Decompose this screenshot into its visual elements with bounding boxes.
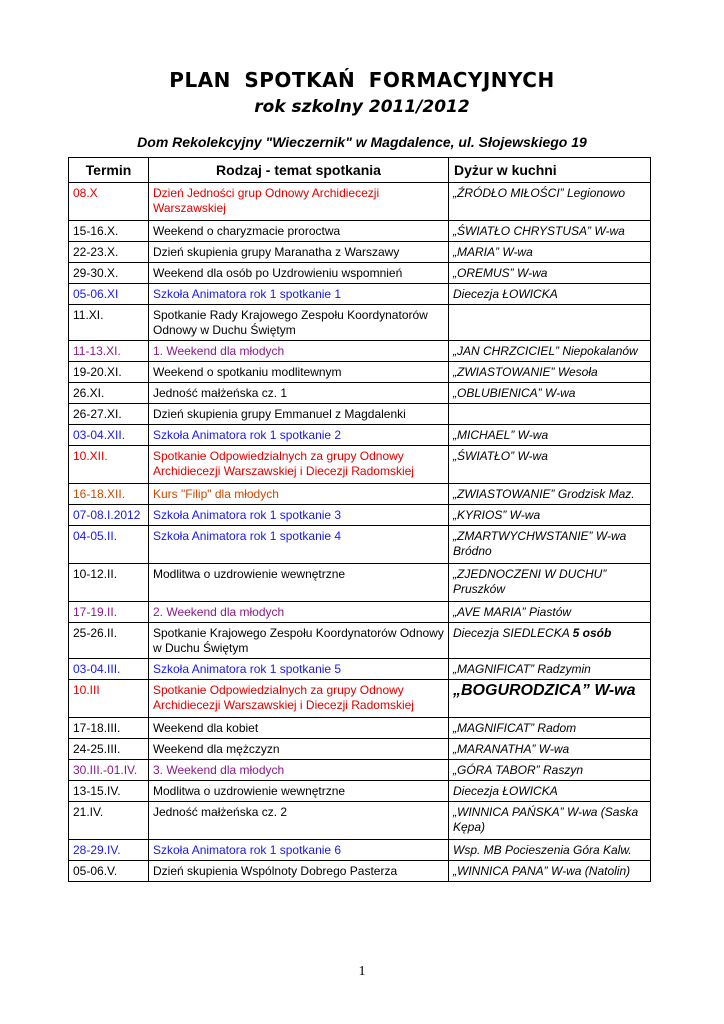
cell-event: Szkoła Animatora rok 1 spotkanie 4	[149, 526, 449, 564]
table-row	[69, 362, 651, 383]
cell-event: Weekend dla mężczyzn	[149, 739, 449, 760]
cell-duty	[449, 802, 651, 840]
cell-date: 15-16.X.	[69, 221, 149, 242]
cell-date: 17-18.III.	[69, 718, 149, 739]
cell-event: Spotkanie Odpowiedzialnych za grupy Odnowy Archidiecezji Warszawskiej i Diecezji Radomskiej	[149, 446, 449, 484]
table-row	[69, 602, 651, 623]
cell-event: Weekend dla osób po Uzdrowieniu wspomnień	[149, 263, 449, 284]
table-row	[69, 802, 651, 840]
cell-duty	[449, 526, 651, 564]
cell-duty	[449, 718, 651, 739]
table-row	[69, 680, 651, 718]
duty-text: „ZJEDNOCZENI W DUCHU” Pruszków	[453, 567, 607, 596]
cell-date: 08.X	[69, 183, 149, 221]
cell-duty	[449, 602, 651, 623]
cell-duty	[449, 659, 651, 680]
cell-duty	[449, 284, 651, 305]
duty-text: „BOGURODZICA” W-wa	[453, 682, 636, 699]
cell-event: Spotkanie Rady Krajowego Zespołu Koordynatorów Odnowy w Duchu Świętym	[149, 305, 449, 341]
cell-date: 24-25.III.	[69, 739, 149, 760]
table-row	[69, 840, 651, 861]
cell-date: 28-29.IV.	[69, 840, 149, 861]
cell-duty	[449, 263, 651, 284]
cell-event: 1. Weekend dla młodych	[149, 341, 449, 362]
cell-date: 16-18.XII.	[69, 484, 149, 505]
table-row	[69, 505, 651, 526]
table-row	[69, 739, 651, 760]
cell-event: Szkoła Animatora rok 1 spotkanie 2	[149, 425, 449, 446]
cell-date: 04-05.II.	[69, 526, 149, 564]
cell-date: 26.XI.	[69, 383, 149, 404]
duty-text: „OREMUS” W-wa	[453, 266, 548, 280]
table-row	[69, 221, 651, 242]
cell-date: 11-13.XI.	[69, 341, 149, 362]
cell-date: 03-04.III.	[69, 659, 149, 680]
cell-duty	[449, 680, 651, 718]
cell-duty	[449, 484, 651, 505]
cell-event: Dzień skupienia grupy Maranatha z Warszawy	[149, 242, 449, 263]
table-row	[69, 183, 651, 221]
cell-duty	[449, 305, 651, 341]
cell-date: 13-15.IV.	[69, 781, 149, 802]
duty-text: „ŚWIATŁO CHRYSTUSA” W-wa	[453, 224, 625, 238]
duty-text: „ŚWIATŁO” W-wa	[453, 449, 548, 463]
cell-event: Weekend o charyzmacie proroctwa	[149, 221, 449, 242]
duty-text: „ZWIASTOWANIE” Grodzisk Maz.	[453, 487, 635, 501]
cell-event: Weekend o spotkaniu modlitewnym	[149, 362, 449, 383]
cell-duty	[449, 623, 651, 659]
table-row	[69, 425, 651, 446]
page-number: 1	[358, 964, 366, 979]
duty-text: „GÓRA TABOR” Raszyn	[453, 763, 584, 777]
cell-event: Weekend dla kobiet	[149, 718, 449, 739]
table-row	[69, 284, 651, 305]
cell-event: 2. Weekend dla młodych	[149, 602, 449, 623]
cell-event: Dzień skupienia Wspólnoty Dobrego Pasterza	[149, 861, 449, 882]
cell-date: 05-06.V.	[69, 861, 149, 882]
cell-duty	[449, 564, 651, 602]
table-row	[69, 760, 651, 781]
cell-duty	[449, 341, 651, 362]
cell-date: 10-12.II.	[69, 564, 149, 602]
table-row	[69, 404, 651, 425]
cell-event: Kurs "Filip" dla młodych	[149, 484, 449, 505]
cell-duty	[449, 760, 651, 781]
duty-text: „ZMARTWYCHWSTANIE” W-wa Bródno	[453, 529, 627, 558]
cell-date: 07-08.I.2012	[69, 505, 149, 526]
duty-text: „MICHAEL” W-wa	[453, 428, 549, 442]
duty-text: „KYRIOS” W-wa	[453, 508, 541, 522]
table-row	[69, 383, 651, 404]
duty-text: „ZWIASTOWANIE” Wesoła	[453, 365, 598, 379]
cell-duty	[449, 242, 651, 263]
cell-date: 05-06.XI	[69, 284, 149, 305]
table-row	[69, 861, 651, 882]
duty-text: „OBLUBIENICA” W-wa	[453, 386, 576, 400]
cell-date: 10.XII.	[69, 446, 149, 484]
cell-event: Modlitwa o uzdrowienie wewnętrzne	[149, 781, 449, 802]
cell-date: 19-20.XI.	[69, 362, 149, 383]
cell-duty	[449, 840, 651, 861]
table-row	[69, 305, 651, 341]
table-row	[69, 623, 651, 659]
cell-date: 03-04.XII.	[69, 425, 149, 446]
cell-date: 22-23.X.	[69, 242, 149, 263]
cell-duty	[449, 505, 651, 526]
duty-text: Diecezja SIEDLECKA	[453, 626, 570, 640]
cell-event: Dzień skupienia grupy Emmanuel z Magdalenki	[149, 404, 449, 425]
duty-text: Diecezja ŁOWICKA	[453, 784, 558, 798]
duty-text: „MARIA” W-wa	[453, 245, 533, 259]
header-termin: Termin	[69, 158, 149, 183]
cell-event: Spotkanie Krajowego Zespołu Koordynatorów Odnowy w Duchu Świętym	[149, 623, 449, 659]
table-row	[69, 263, 651, 284]
cell-event: Spotkanie Odpowiedzialnych za grupy Odnowy Archidiecezji Warszawskiej i Diecezji Radomskiej	[149, 680, 449, 718]
table-row	[69, 781, 651, 802]
duty-extra: 5 osób	[572, 626, 612, 640]
duty-text: „MAGNIFICAT” Radzymin	[453, 662, 591, 676]
cell-date: 11.XI.	[69, 305, 149, 341]
cell-event: Szkoła Animatora rok 1 spotkanie 6	[149, 840, 449, 861]
table-row	[69, 718, 651, 739]
cell-event: Modlitwa o uzdrowienie wewnętrzne	[149, 564, 449, 602]
header-dyzur: Dyżur w kuchni	[449, 158, 651, 183]
cell-date: 10.III	[69, 680, 149, 718]
duty-text: „WINNICA PAŃSKA” W-wa (Saska Kępa)	[453, 805, 639, 834]
cell-event: Jedność małżeńska cz. 2	[149, 802, 449, 840]
cell-duty	[449, 383, 651, 404]
duty-text: Wsp. MB Pocieszenia Góra Kalw.	[453, 843, 632, 857]
table-row	[69, 659, 651, 680]
cell-date: 21.IV.	[69, 802, 149, 840]
table-row	[69, 564, 651, 602]
duty-text: „ŹRÓDŁO MIŁOŚCI” Legionowo	[453, 186, 626, 200]
cell-date: 25-26.II.	[69, 623, 149, 659]
duty-text: „WINNICA PANA” W-wa (Natolin)	[453, 864, 631, 878]
duty-text: Diecezja ŁOWICKA	[453, 287, 558, 301]
cell-duty	[449, 739, 651, 760]
duty-text: „MARANATHA” W-wa	[453, 742, 570, 756]
duty-text: „AVE MARIA” Piastów	[453, 605, 572, 619]
cell-duty	[449, 446, 651, 484]
cell-duty	[449, 781, 651, 802]
document-title: PLAN SPOTKAŃ FORMACYJNYCH	[169, 68, 555, 92]
duty-text: „JAN CHRZCICIEL” Niepokalanów	[453, 344, 638, 358]
cell-duty	[449, 404, 651, 425]
cell-event: Szkoła Animatora rok 1 spotkanie 5	[149, 659, 449, 680]
cell-duty	[449, 362, 651, 383]
cell-duty	[449, 183, 651, 221]
table-row	[69, 341, 651, 362]
cell-event: Jedność małżeńska cz. 1	[149, 383, 449, 404]
cell-event: 3. Weekend dla młodych	[149, 760, 449, 781]
table-row	[69, 242, 651, 263]
duty-text: „MAGNIFICAT” Radom	[453, 721, 577, 735]
schedule-table	[68, 157, 651, 882]
table-row	[69, 446, 651, 484]
cell-duty	[449, 221, 651, 242]
cell-event: Dzień Jedności grup Odnowy Archidiecezji Warszawskiej	[149, 183, 449, 221]
cell-event: Szkoła Animatora rok 1 spotkanie 3	[149, 505, 449, 526]
document-subtitle: rok szkolny 2011/2012	[254, 97, 470, 117]
table-row	[69, 484, 651, 505]
cell-event: Szkoła Animatora rok 1 spotkanie 1	[149, 284, 449, 305]
cell-date: 30.III.-01.IV.	[69, 760, 149, 781]
cell-duty	[449, 861, 651, 882]
cell-date: 29-30.X.	[69, 263, 149, 284]
header-rodzaj: Rodzaj - temat spotkania	[149, 158, 449, 183]
table-header-row	[69, 158, 651, 183]
cell-date: 26-27.XI.	[69, 404, 149, 425]
venue-line: Dom Rekolekcyjny "Wieczernik" w Magdalence, ul. Słojewskiego 19	[137, 134, 587, 150]
cell-duty	[449, 425, 651, 446]
cell-date: 17-19.II.	[69, 602, 149, 623]
table-row	[69, 526, 651, 564]
